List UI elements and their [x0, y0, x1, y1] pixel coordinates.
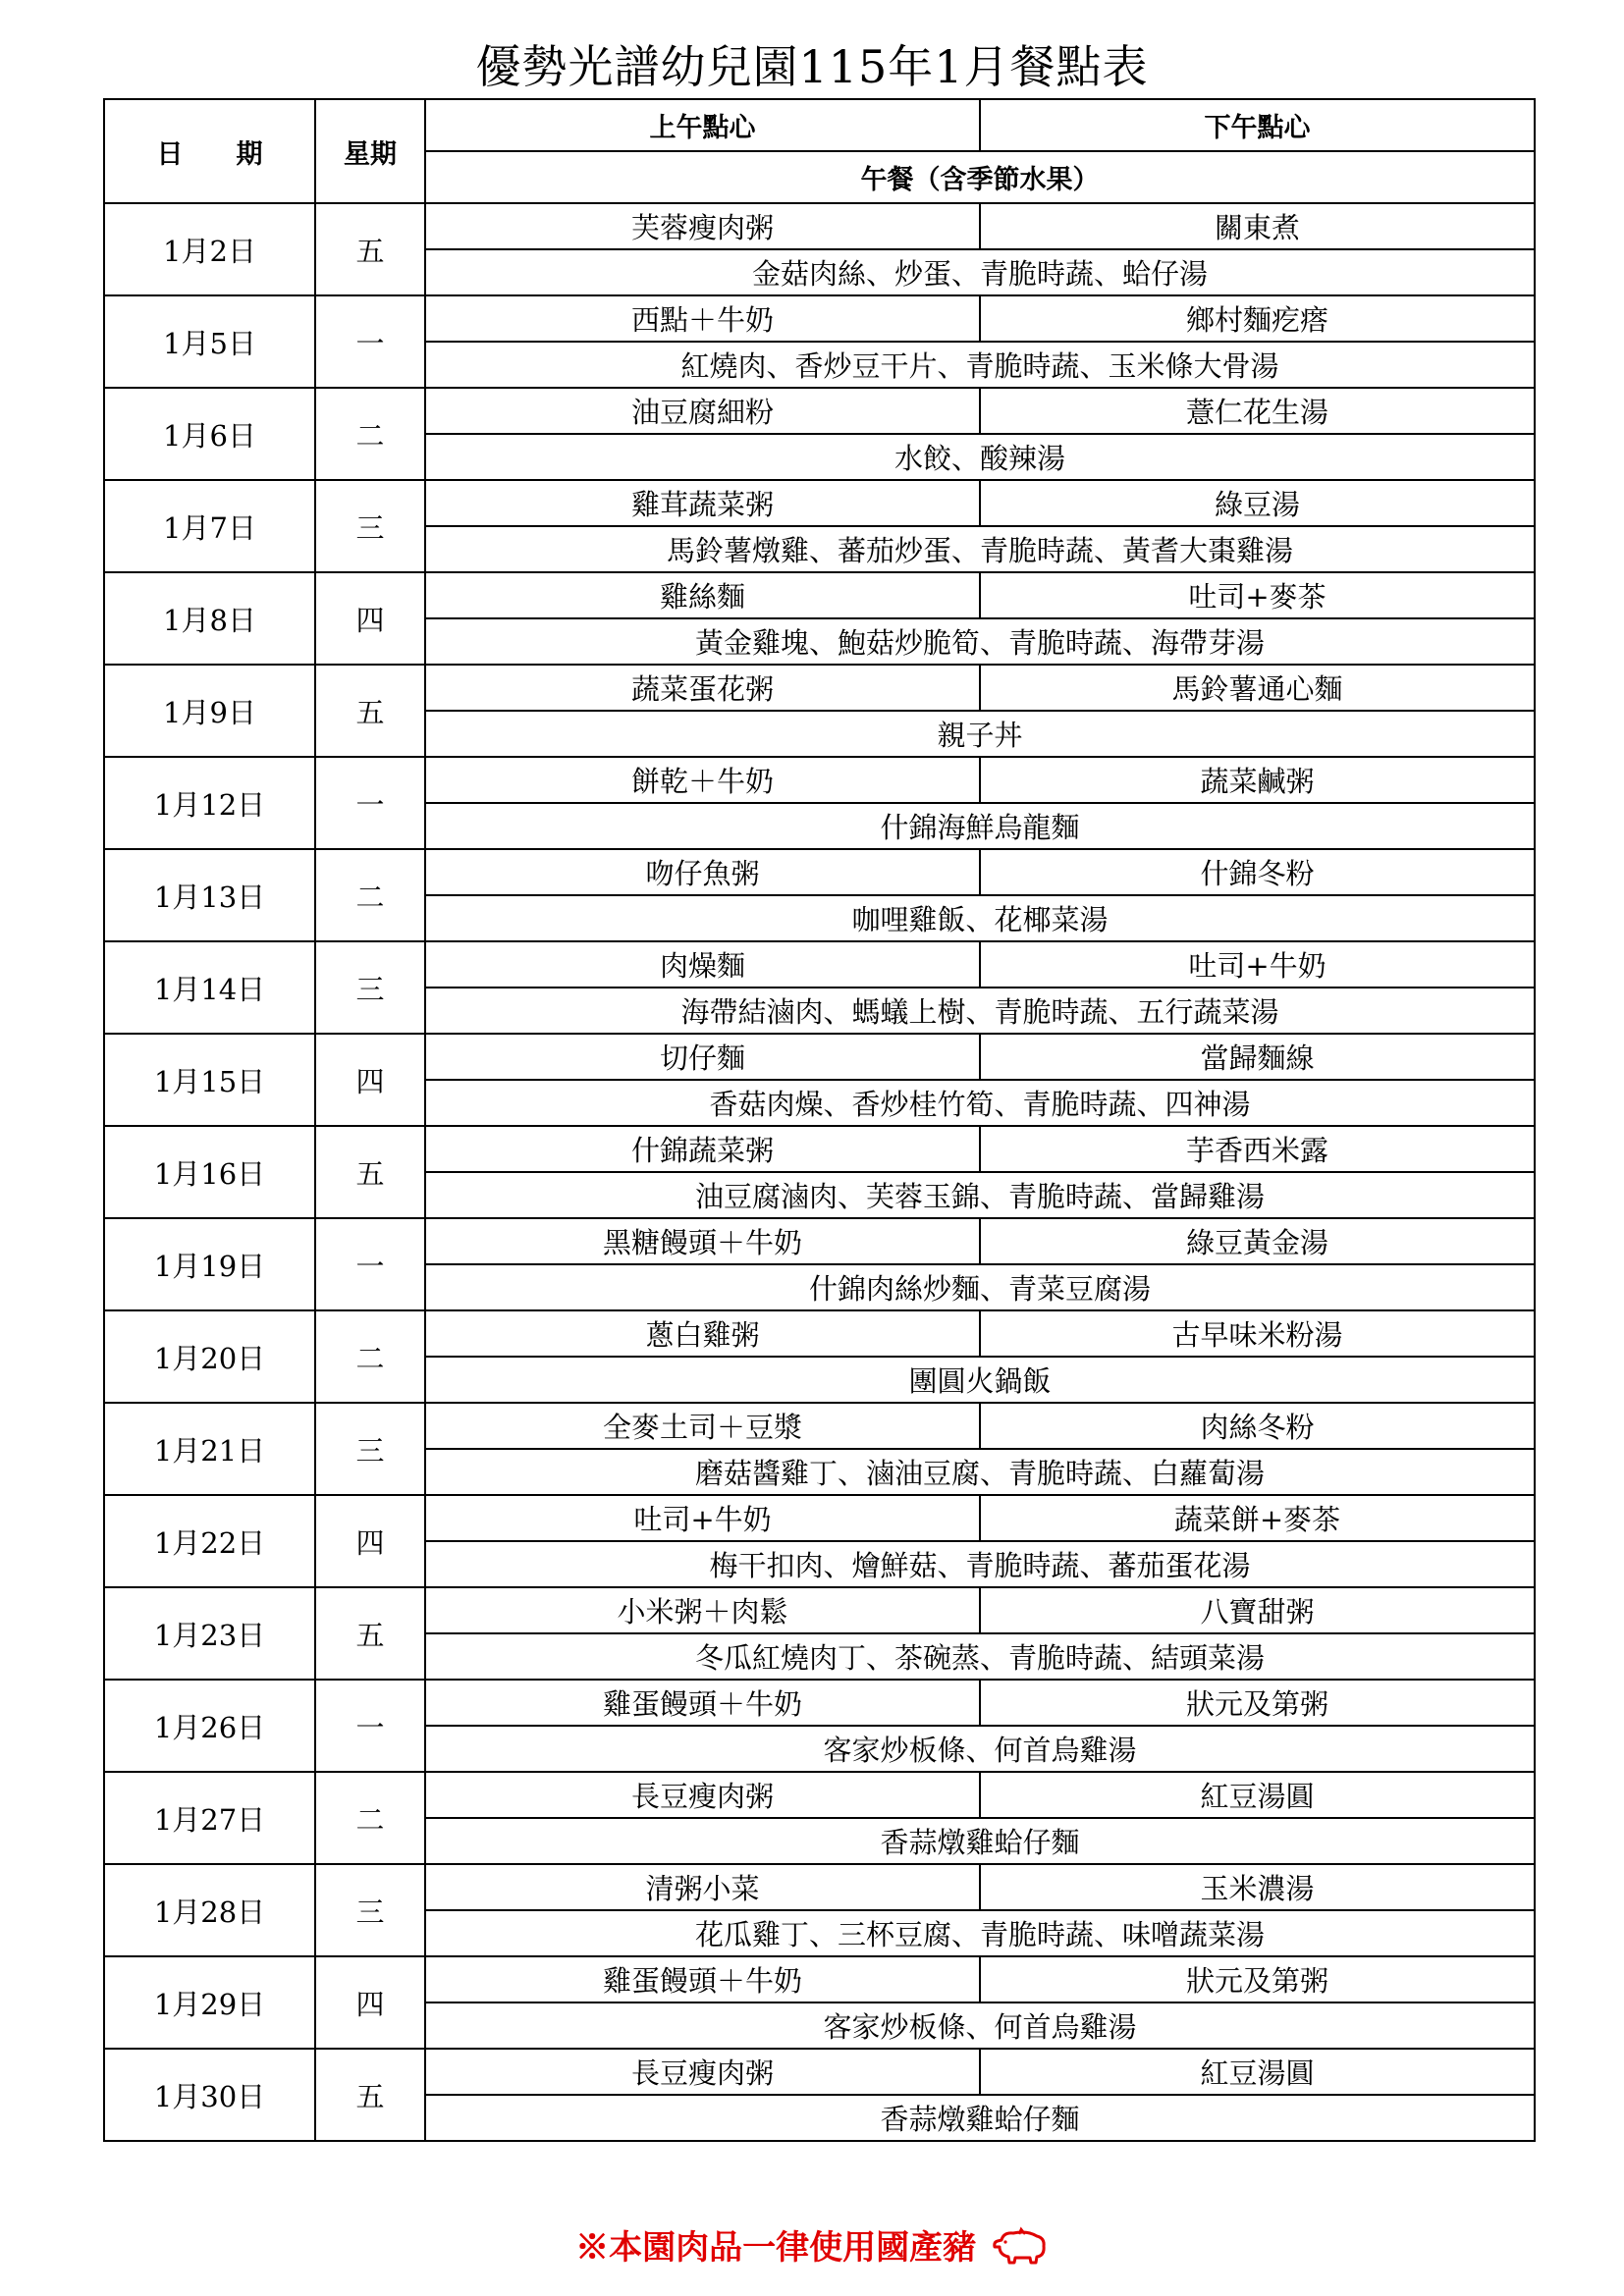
- meal-row: [104, 665, 1535, 711]
- meal-row: [104, 1034, 1535, 1080]
- date-cell: 1月8日: [104, 572, 315, 665]
- meal-row: [104, 1772, 1535, 1818]
- lunch-cell: 黃金雞塊、鮑菇炒脆筍、青脆時蔬、海帶芽湯: [425, 618, 1535, 665]
- date-cell: 1月7日: [104, 480, 315, 572]
- weekday-cell: 四: [315, 1495, 425, 1587]
- am-snack-cell: 雞絲麵: [425, 572, 980, 618]
- am-snack-cell: 西點＋牛奶: [425, 295, 980, 342]
- date-cell: 1月28日: [104, 1864, 315, 1956]
- meal-row: [104, 1495, 1535, 1541]
- lunch-cell: 紅燒肉、香炒豆干片、青脆時蔬、玉米條大骨湯: [425, 342, 1535, 388]
- meal-row: [104, 203, 1535, 249]
- weekday-cell: 三: [315, 480, 425, 572]
- pm-snack-cell: 綠豆湯: [980, 480, 1535, 526]
- date-cell: 1月14日: [104, 941, 315, 1034]
- weekday-cell: 一: [315, 295, 425, 388]
- meal-row: [104, 1587, 1535, 1633]
- am-snack-cell: 全麥土司＋豆漿: [425, 1403, 980, 1449]
- pm-snack-cell: 紅豆湯圓: [980, 2049, 1535, 2095]
- date-cell: 1月27日: [104, 1772, 315, 1864]
- pm-snack-cell: 紅豆湯圓: [980, 1772, 1535, 1818]
- pm-snack-cell: 芋香西米露: [980, 1126, 1535, 1172]
- pm-snack-cell: 薏仁花生湯: [980, 388, 1535, 434]
- meal-row: [104, 1126, 1535, 1172]
- header-pm-snack: 下午點心: [980, 99, 1535, 151]
- date-cell: 1月29日: [104, 1956, 315, 2049]
- meal-row: [104, 941, 1535, 988]
- footer-note: [0, 2220, 1624, 2274]
- am-snack-cell: 雞蛋饅頭＋牛奶: [425, 1680, 980, 1726]
- weekday-cell: 一: [315, 1218, 425, 1310]
- am-snack-cell: 吻仔魚粥: [425, 849, 980, 895]
- pm-snack-cell: 關東煮: [980, 203, 1535, 249]
- date-cell: 1月23日: [104, 1587, 315, 1680]
- weekday-cell: 一: [315, 757, 425, 849]
- pm-snack-cell: 當歸麵線: [980, 1034, 1535, 1080]
- am-snack-cell: 什錦蔬菜粥: [425, 1126, 980, 1172]
- weekday-cell: 三: [315, 941, 425, 1034]
- lunch-cell: 香蒜燉雞蛤仔麵: [425, 1818, 1535, 1864]
- lunch-cell: 客家炒板條、何首烏雞湯: [425, 1726, 1535, 1772]
- am-snack-cell: 芙蓉瘦肉粥: [425, 203, 980, 249]
- lunch-cell: 咖哩雞飯、花椰菜湯: [425, 895, 1535, 941]
- date-cell: 1月5日: [104, 295, 315, 388]
- weekday-cell: 五: [315, 665, 425, 757]
- lunch-cell: 香蒜燉雞蛤仔麵: [425, 2095, 1535, 2141]
- weekday-cell: 二: [315, 388, 425, 480]
- lunch-cell: 梅干扣肉、燴鮮菇、青脆時蔬、蕃茄蛋花湯: [425, 1541, 1535, 1587]
- meal-row: [104, 1864, 1535, 1910]
- weekday-cell: 五: [315, 1587, 425, 1680]
- meal-row: [104, 2049, 1535, 2095]
- am-snack-cell: 蔥白雞粥: [425, 1310, 980, 1357]
- am-snack-cell: 肉燥麵: [425, 941, 980, 988]
- weekday-cell: 一: [315, 1680, 425, 1772]
- pm-snack-cell: 八寶甜粥: [980, 1587, 1535, 1633]
- date-cell: 1月30日: [104, 2049, 315, 2141]
- date-cell: 1月13日: [104, 849, 315, 941]
- header-am-snack: 上午點心: [425, 99, 980, 151]
- lunch-cell: 海帶結滷肉、螞蟻上樹、青脆時蔬、五行蔬菜湯: [425, 988, 1535, 1034]
- pm-snack-cell: 肉絲冬粉: [980, 1403, 1535, 1449]
- meal-row: [104, 1310, 1535, 1357]
- meal-row: [104, 757, 1535, 803]
- date-cell: 1月21日: [104, 1403, 315, 1495]
- am-snack-cell: 長豆瘦肉粥: [425, 1772, 980, 1818]
- am-snack-cell: 雞蛋饅頭＋牛奶: [425, 1956, 980, 2002]
- weekday-cell: 二: [315, 1310, 425, 1403]
- weekday-cell: 四: [315, 1956, 425, 2049]
- date-cell: 1月20日: [104, 1310, 315, 1403]
- weekday-cell: 三: [315, 1403, 425, 1495]
- date-cell: 1月12日: [104, 757, 315, 849]
- date-cell: 1月16日: [104, 1126, 315, 1218]
- meal-row: [104, 1403, 1535, 1449]
- am-snack-cell: 油豆腐細粉: [425, 388, 980, 434]
- header-lunch: 午餐（含季節水果）: [425, 151, 1535, 203]
- am-snack-cell: 吐司+牛奶: [425, 1495, 980, 1541]
- am-snack-cell: 雞茸蔬菜粥: [425, 480, 980, 526]
- date-cell: 1月2日: [104, 203, 315, 295]
- am-snack-cell: 小米粥＋肉鬆: [425, 1587, 980, 1633]
- lunch-cell: 油豆腐滷肉、芙蓉玉錦、青脆時蔬、當歸雞湯: [425, 1172, 1535, 1218]
- lunch-cell: 磨菇醬雞丁、滷油豆腐、青脆時蔬、白蘿蔔湯: [425, 1449, 1535, 1495]
- meal-row: [104, 388, 1535, 434]
- weekday-cell: 五: [315, 1126, 425, 1218]
- pm-snack-cell: 狀元及第粥: [980, 1680, 1535, 1726]
- header-weekday: 星期: [315, 99, 425, 203]
- pm-snack-cell: 古早味米粉湯: [980, 1310, 1535, 1357]
- pm-snack-cell: 什錦冬粉: [980, 849, 1535, 895]
- lunch-cell: 什錦肉絲炒麵、青菜豆腐湯: [425, 1264, 1535, 1310]
- pm-snack-cell: 狀元及第粥: [980, 1956, 1535, 2002]
- meal-row: [104, 1680, 1535, 1726]
- lunch-cell: 親子丼: [425, 711, 1535, 757]
- am-snack-cell: 黑糖饅頭＋牛奶: [425, 1218, 980, 1264]
- pm-snack-cell: 吐司+麥茶: [980, 572, 1535, 618]
- lunch-cell: 水餃、酸辣湯: [425, 434, 1535, 480]
- am-snack-cell: 蔬菜蛋花粥: [425, 665, 980, 711]
- meal-row: [104, 1956, 1535, 2002]
- weekday-cell: 二: [315, 849, 425, 941]
- weekday-cell: 二: [315, 1772, 425, 1864]
- weekday-cell: 四: [315, 572, 425, 665]
- pm-snack-cell: 馬鈴薯通心麵: [980, 665, 1535, 711]
- lunch-cell: 什錦海鮮烏龍麵: [425, 803, 1535, 849]
- weekday-cell: 五: [315, 203, 425, 295]
- meal-table: [103, 98, 1536, 2142]
- meal-row: [104, 849, 1535, 895]
- weekday-cell: 五: [315, 2049, 425, 2141]
- date-cell: 1月26日: [104, 1680, 315, 1772]
- pm-snack-cell: 綠豆黃金湯: [980, 1218, 1535, 1264]
- weekday-cell: 四: [315, 1034, 425, 1126]
- pig-icon: [992, 2226, 1049, 2274]
- pm-snack-cell: 蔬菜鹹粥: [980, 757, 1535, 803]
- footer-note-text: ※本園肉品一律使用國產豬: [575, 2228, 977, 2268]
- weekday-cell: 三: [315, 1864, 425, 1956]
- lunch-cell: 馬鈴薯燉雞、蕃茄炒蛋、青脆時蔬、黃耆大棗雞湯: [425, 526, 1535, 572]
- date-cell: 1月22日: [104, 1495, 315, 1587]
- header-date: 日 期: [104, 99, 315, 203]
- pm-snack-cell: 吐司+牛奶: [980, 941, 1535, 988]
- am-snack-cell: 餅乾＋牛奶: [425, 757, 980, 803]
- page-title: 優勢光譜幼兒園115年1月餐點表: [475, 40, 1149, 93]
- lunch-cell: 金菇肉絲、炒蛋、青脆時蔬、蛤仔湯: [425, 249, 1535, 295]
- date-cell: 1月15日: [104, 1034, 315, 1126]
- date-cell: 1月19日: [104, 1218, 315, 1310]
- pm-snack-cell: 玉米濃湯: [980, 1864, 1535, 1910]
- meal-row: [104, 572, 1535, 618]
- lunch-cell: 冬瓜紅燒肉丁、茶碗蒸、青脆時蔬、結頭菜湯: [425, 1633, 1535, 1680]
- am-snack-cell: 清粥小菜: [425, 1864, 980, 1910]
- meal-row: [104, 1218, 1535, 1264]
- meal-row: [104, 295, 1535, 342]
- pm-snack-cell: 蔬菜餅+麥茶: [980, 1495, 1535, 1541]
- am-snack-cell: 切仔麵: [425, 1034, 980, 1080]
- pm-snack-cell: 鄉村麵疙瘩: [980, 295, 1535, 342]
- am-snack-cell: 長豆瘦肉粥: [425, 2049, 980, 2095]
- lunch-cell: 團圓火鍋飯: [425, 1357, 1535, 1403]
- meal-row: [104, 480, 1535, 526]
- lunch-cell: 客家炒板條、何首烏雞湯: [425, 2002, 1535, 2049]
- date-cell: 1月9日: [104, 665, 315, 757]
- lunch-cell: 花瓜雞丁、三杯豆腐、青脆時蔬、味噌蔬菜湯: [425, 1910, 1535, 1956]
- date-cell: 1月6日: [104, 388, 315, 480]
- lunch-cell: 香菇肉燥、香炒桂竹筍、青脆時蔬、四神湯: [425, 1080, 1535, 1126]
